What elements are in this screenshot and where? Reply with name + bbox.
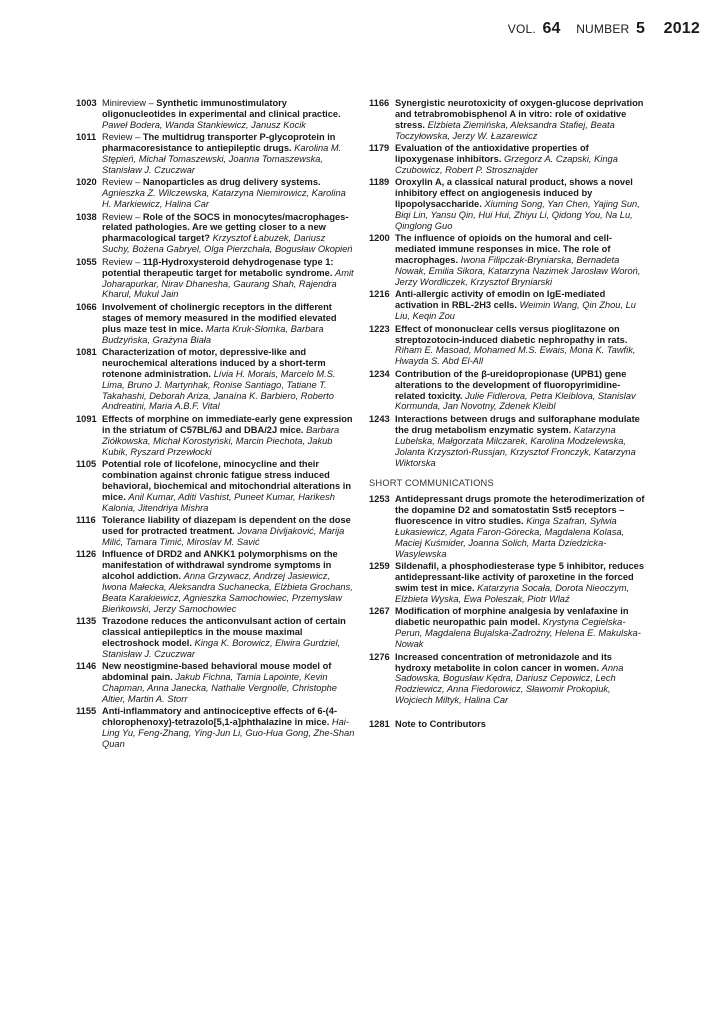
- article-title: Synergistic neurotoxicity of oxygen-glucose deprivation and tetrabromobisphenol A in vitro: role of oxidative stress.: [395, 98, 644, 130]
- article-authors: Paweł Bodera, Wanda Stankiewicz, Janusz Kocik: [102, 119, 306, 130]
- toc-entry[interactable]: [369, 289, 648, 322]
- article-title: Sildenafil, a phosphodiesterase type 5 inhibitor, reduces antidepressant-like activity of paroxetine in the forced swim test in mice.: [395, 561, 645, 594]
- article-title: Antidepressant drugs promote the heterodimerization of the dopamine D2 and somatostatin Sst5 receptors – fluorescence in vitro studies.: [395, 494, 645, 527]
- page-number: 1179: [369, 143, 390, 154]
- page-number: 1267: [369, 606, 390, 617]
- article-type: Review –: [102, 211, 143, 222]
- toc-entry[interactable]: [369, 561, 648, 605]
- article-type: Review –: [102, 132, 143, 143]
- article-authors: Anil Kumar, Aditi Vashist, Puneet Kumar, Harikesh Kalonia, Jitendriya Mishra: [102, 491, 335, 513]
- volume-label: VOL.: [507, 22, 536, 36]
- article-title: Characterization of motor, depressive-like and neurochemical alterations induced by a short-term rotenone administration.: [102, 346, 326, 379]
- page-number: 1135: [76, 616, 97, 627]
- article-type: Review –: [102, 177, 143, 188]
- page-number: 1155: [76, 706, 97, 717]
- article-title: Oroxylin A, a classical natural product, shows a novel inhibitory effect on angiogenesis induced by lipopolysaccharide.: [395, 177, 633, 210]
- article-authors: Weimin Wang, Qin Zhou, Lu Liu, Keqin Zou: [395, 300, 636, 322]
- contents-left-column: [76, 98, 355, 752]
- page-number: 1200: [369, 233, 390, 244]
- article-authors: Grzegorz A. Czapski, Kinga Czubowicz, Robert P. Strosznajder: [395, 154, 618, 175]
- article-title: Anti-inflammatory and antinociceptive effects of 6-(4-chlorophenoxy)-tetrazolo[5,1-a]phthalazine in mice.: [102, 706, 338, 728]
- toc-entry[interactable]: [369, 652, 648, 707]
- page-number: 1166: [369, 98, 390, 108]
- toc-entry[interactable]: [76, 616, 355, 660]
- toc-entry[interactable]: [76, 177, 355, 210]
- section-heading-short-communications: SHORT COMMUNICATIONS: [369, 478, 494, 489]
- article-type: Review –: [102, 256, 143, 267]
- page-number: 1253: [369, 494, 390, 505]
- page-number: 1216: [369, 289, 390, 300]
- page-number: 1259: [369, 561, 390, 572]
- page-number: 1116: [76, 515, 96, 526]
- article-authors: Julie Fidlerova, Petra Kleiblova, Stanislav Kormunda, Jan Novotny, Zdenek Kleibl: [395, 390, 636, 412]
- article-title: Interactions between drugs and sulforaphane modulate the drug metabolism enzymatic system.: [395, 413, 640, 435]
- toc-entry[interactable]: [369, 177, 648, 232]
- article-title: The multidrug transporter P-glycoprotein in pharmacoresistance to antiepileptic drugs.: [102, 132, 336, 154]
- article-title: Role of the SOCS in monocytes/macrophages-related pathologies. Are we getting closer to a new pharmacological target?: [102, 211, 349, 244]
- page-number: 1038: [76, 211, 97, 222]
- page-number: 1234: [369, 368, 390, 379]
- article-title: Effect of mononuclear cells versus pioglitazone on streptozotocin-induced diabetic nephropathy in rats.: [395, 323, 628, 345]
- article-title: Effects of morphine on immediate-early gene expression in the striatum of C57BL/6J and DBA/2J mice.: [102, 413, 353, 435]
- article-title: Evaluation of the antioxidative properties of lipoxygenase inhibitors.: [395, 143, 589, 165]
- article-authors: Lívia H. Morais, Marcelo M.S. Lima, Bruno J. Martynhak, Ronise Santiago, Tatiane T. Takahashi, Deborah Ariza, Janaína K. Barbiero, Roberto Andreatini, Maria A.B.F. Vital: [102, 368, 336, 412]
- toc-entry[interactable]: [76, 459, 355, 514]
- page-number: 1126: [76, 549, 97, 560]
- article-title: Influence of DRD2 and ANKK1 polymorphisms on the manifestation of withdrawal syndrome symptoms in alcohol addiction.: [102, 549, 338, 582]
- article-title: Increased concentration of metronidazole and its hydroxy metabolite in colon cancer in women.: [395, 651, 612, 673]
- short-communications-list: [369, 494, 648, 706]
- article-authors: Katarzyna Lubelska, Małgorzata Milczarek, Karolina Modzelewska, Jolanta Krzysztoń-Russjan, Krzysztof Fronczyk, Katarzyna Wiktorska: [395, 424, 636, 468]
- toc-entry[interactable]: [76, 414, 355, 458]
- page-number: 1055: [76, 256, 97, 267]
- article-authors: Kinga Szafran, Sylwia Łukasiewicz, Agata Faron-Górecka, Magdalena Kolasa, Maciej Kuśmider, Joanna Solich, Marta Dziedzicka-Wasylewska: [395, 516, 625, 559]
- page-number: 1146: [76, 661, 97, 672]
- article-title: 11β-Hydroxysteroid dehydrogenase type 1: potential therapeutic target for metabolic syndrome.: [102, 256, 334, 278]
- toc-entry[interactable]: [369, 98, 648, 142]
- article-authors: Xiuming Song, Yan Chen, Yajing Sun, Biqi Lin, Yansu Qin, Hui Hui, Zhiyu Li, Qidong You, Na Lu, Qinglong Guo: [395, 199, 640, 231]
- article-authors: Marta Kruk-Słomka, Barbara Budzyńska, Grażyna Biała: [102, 323, 324, 345]
- article-title: Tolerance liability of diazepam is dependent on the dose used for protracted treatment.: [102, 515, 351, 536]
- toc-entry[interactable]: [76, 706, 355, 750]
- article-authors: Katarzyna Socała, Dorota Nieoczym, Elżbieta Wyska, Ewa Poleszak, Piotr Wlaź: [395, 583, 630, 605]
- toc-entry[interactable]: [369, 233, 648, 288]
- article-authors: Kinga K. Borowicz, Elwira Gurdziel, Stanisław J. Czuczwar: [102, 638, 341, 659]
- contents-right-column: [369, 98, 648, 732]
- page-number: 1003: [76, 98, 97, 108]
- article-authors: Krzysztof Łabuzek, Dariusz Suchy, Bożena Gabryel, Olga Pierzchała, Bogusław Okopień: [102, 233, 353, 255]
- page-number: 1223: [369, 323, 390, 334]
- page-number: 1020: [76, 177, 97, 188]
- toc-entry[interactable]: [369, 143, 648, 176]
- article-title: Synthetic immunostimulatory oligonucleotides in experimental and clinical practice.: [102, 98, 341, 119]
- article-authors: Jovana Divljaković, Marija Milić, Tamara Timić, Miroslav M. Savić: [102, 525, 345, 547]
- article-authors: Riham E. Masoad, Mohamed M.S. Ewais, Mona K. Tawfik, Hwayda S. Abd El-All: [395, 345, 636, 367]
- toc-entry[interactable]: [76, 132, 355, 176]
- volume-number: 64: [542, 20, 561, 37]
- article-authors: Iwona Filipczak-Bryniarska, Bernadeta Nowak, Emilia Sikora, Katarzyna Nazimek Jarosław Woroń, Jerzy Wordliczek, Krzysztof Bryniarski: [395, 255, 641, 287]
- toc-entry[interactable]: [76, 549, 355, 614]
- page-number: 1243: [369, 413, 390, 424]
- toc-entry[interactable]: [76, 661, 355, 705]
- page-number: 1011: [76, 132, 97, 143]
- toc-entry[interactable]: [76, 302, 355, 346]
- page-number: 1276: [369, 651, 390, 662]
- toc-entry[interactable]: [76, 347, 355, 412]
- toc-entry[interactable]: [76, 212, 355, 256]
- article-title: Trazodone reduces the anticonvulsant action of certain classical antiepileptics in the mouse maximal electroshock model.: [102, 616, 346, 648]
- article-authors: Elżbieta Ziemińska, Aleksandra Stafiej, Beata Toczyłowska, Jerzy W. Łazarewicz: [395, 119, 615, 141]
- articles-list: [369, 98, 648, 468]
- toc-entry-note-to-contributors[interactable]: [369, 719, 648, 730]
- article-type: Minireview –: [102, 98, 157, 108]
- journal-header: [508, 20, 700, 38]
- page-number: 1281: [369, 719, 390, 730]
- article-authors: Anna Grzywacz, Andrzej Jasiewicz, Iwona Małecka, Aleksandra Suchanecka, Elżbieta Grochans, Beata Karakiewicz, Agnieszka Samochowiec, Przemysław Bieńkowski, Jerzy Samochowiec: [102, 571, 353, 614]
- article-title: Involvement of cholinergic receptors in the different stages of memory measured in the modified elevated plus maze test in mice.: [102, 301, 337, 334]
- article-authors: Amit Joharapurkar, Nirav Dhanesha, Gaurang Shah, Rajendra Kharul, Mukul Jain: [102, 267, 354, 300]
- toc-entry[interactable]: [369, 494, 648, 559]
- toc-entry[interactable]: [369, 414, 648, 469]
- page-number: 1081: [76, 346, 97, 357]
- article-authors: Jakub Fichna, Tamia Lapointe, Kevin Chapman, Anna Janecka, Nathalie Vergnolle, Christophe Altier, Martin A. Storr: [102, 672, 337, 705]
- toc-entry[interactable]: [76, 257, 355, 301]
- issue-number: 5: [635, 20, 646, 37]
- article-title: New neostigmine-based behavioral mouse model of abdominal pain.: [102, 661, 332, 683]
- page-number: 1091: [76, 413, 97, 424]
- article-authors: Hai-Ling Yu, Feng-Zhang, Ying-Jun Li, Guo-Hua Gong, Zhe-Shan Quan: [102, 717, 355, 750]
- page-number: 1105: [76, 459, 97, 469]
- article-title: Anti-allergic activity of emodin on IgE-mediated activation in RBL-2H3 cells.: [395, 289, 606, 311]
- article-title: Potential role of licofelone, minocycline and their combination against chronic fatigue stress induced behavioral, biochemical and mitochondrial alterations in mice.: [102, 459, 352, 502]
- article-authors: Krystyna Cegielska-Perun, Magdalena Bujalska-Zadrożny, Helena E. Makulska-Nowak: [395, 617, 641, 650]
- article-title: Modification of morphine analgesia by venlafaxine in diabetic neuropathic pain model.: [395, 606, 629, 628]
- toc-entry[interactable]: [76, 98, 355, 131]
- article-authors: Agnieszka Z. Wilczewska, Katarzyna Niemirowicz, Karolina H. Markiewicz, Halina Car: [102, 188, 346, 210]
- year: 2012: [663, 20, 700, 37]
- toc-entry[interactable]: [369, 324, 648, 368]
- article-title: Note to Contributors: [395, 719, 486, 730]
- number-label: NUMBER: [576, 22, 630, 36]
- article-title: Contribution of the β-ureidopropionase (UPB1) gene alterations to the development of fluoropyrimidine-related toxicity.: [395, 368, 627, 401]
- article-authors: Anna Sadowska, Bogusław Kędra, Dariusz Cepowicz, Lech Rodziewicz, Anna Fiedorowicz, Sławomir Prokopiuk, Wojciech Miltyk, Halina Car: [395, 662, 624, 706]
- page-number: 1189: [369, 177, 390, 188]
- page-number: 1066: [76, 301, 97, 312]
- toc-entry[interactable]: [369, 369, 648, 413]
- toc-entry[interactable]: [76, 515, 355, 548]
- article-authors: Barbara Ziółkowska, Michał Korostyński, Marcin Piechota, Jakub Kubik, Ryszard Przewłocki: [102, 424, 340, 457]
- article-title: The influence of opioids on the humoral and cell-mediated immune responses in mice. The role of macrophages.: [395, 233, 612, 266]
- article-authors: Karolina M. Stępień, Michał Tomaszewski, Joanna Tomaszewska, Stanisław J. Czuczwar: [102, 143, 342, 175]
- toc-entry[interactable]: [369, 606, 648, 650]
- article-title: Nanoparticles as drug delivery systems.: [142, 177, 321, 188]
